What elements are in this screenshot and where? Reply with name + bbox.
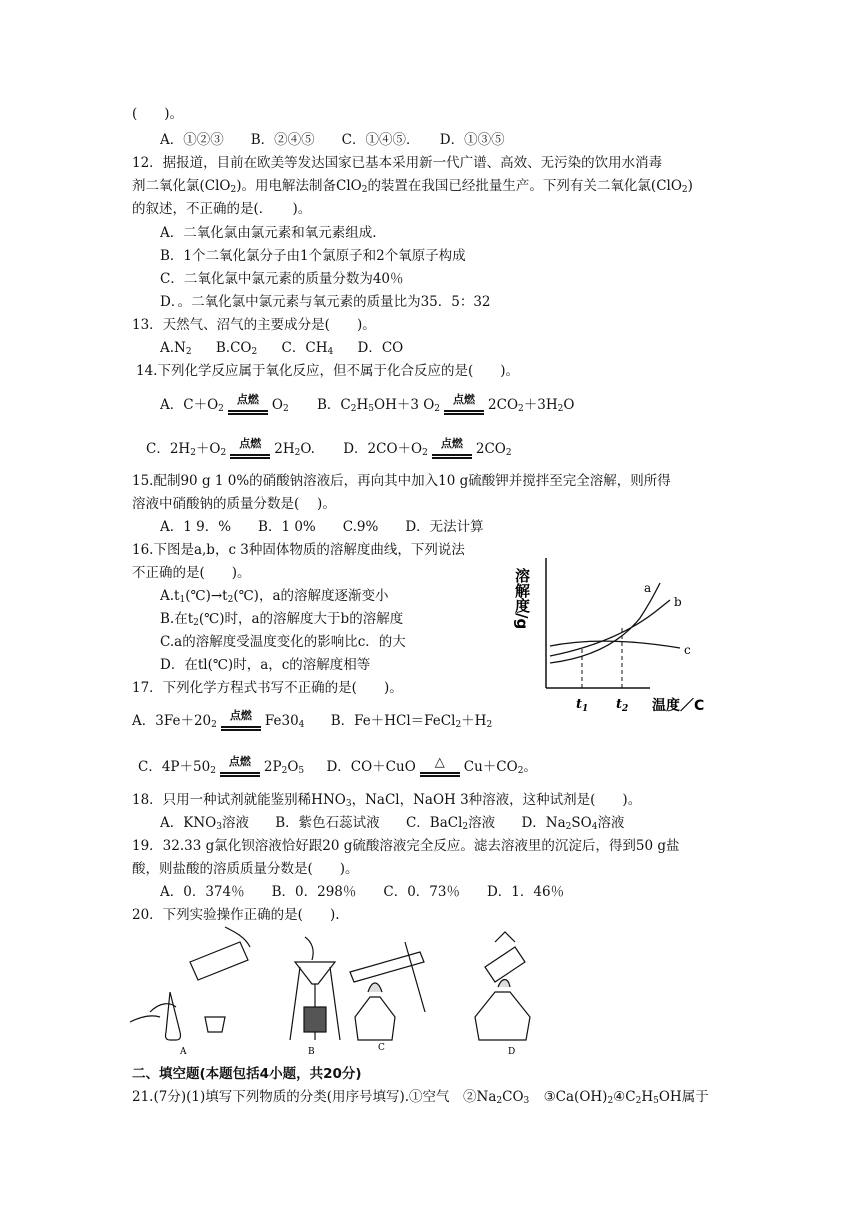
lab-operations-figure [130, 922, 550, 1062]
figure-label-b: B [308, 1047, 315, 1057]
q16-option-d: D．在tl(℃)时，a，c的溶解度相等 [160, 657, 371, 673]
curve-a [550, 583, 660, 663]
q16-line1: 16.下图是a,b，c 3种固体物质的溶解度曲线，下列说法 [132, 542, 465, 558]
q14-stem: 14.下列化学反应属于氧化反应，但不属于化合反应的是( )。 [136, 363, 520, 379]
ignite-condition: 点燃 [219, 716, 263, 734]
q15-line1: 15.配制90 g 1 0%的硝酸钠溶液后，再向其中加入10 g硫酸钾并搅拌至完全溶解，则所得 [132, 473, 671, 489]
q15-options: A．1 9．% B．1 0% C.9% D．无法计算 [160, 519, 484, 535]
tick-t2: $t_2$ [616, 697, 629, 714]
q18-stem: 18．只用一种试剂就能鉴别稀$HNO_3$，NaCl，NaOH 3种溶液，这种试剂是( )。 [132, 792, 642, 809]
x-axis-label: 温度／C [652, 698, 705, 714]
q15-line2: 溶液中硝酸钠的质量分数是( )。 [132, 496, 336, 512]
q19-options: A．0．374％ B．0．298％ C．0．73％ D．1．46％ [160, 884, 565, 900]
q19-line2: 酸，则盐酸的溶质质量分数是( )。 [132, 861, 359, 877]
curve-b [550, 600, 670, 656]
section-title: 二、填空题(本题包括4小题，共20分) [132, 1066, 362, 1082]
figure-c-heating-tube [350, 942, 425, 1040]
figure-d-alcohol-lamp [475, 932, 530, 1040]
ignite-condition: 点燃 [226, 400, 270, 418]
curve-c-label: c [684, 643, 691, 657]
q12-option-a: A．二氧化氯由氯元素和氧元素组成. [160, 225, 377, 241]
q14-option-a: A．$C+O_2$ 点燃 $O_2$ B．$C_2H_5OH+3$ $O_2$ 点燃 $2CO_2+3H_2O$ [160, 396, 574, 418]
q19-line1: 19．32.33 g氯化钡溶液恰好跟20 g硫酸溶液完全反应。滤去溶液里的沉淀后，得到50 g盐 [132, 838, 680, 854]
q16-option-b: B.在$t_2(℃)$时，a的溶解度大于b的溶解度 [160, 611, 404, 628]
q14-option-c: C．$2H_2+O_2$ 点燃 $2H_2O$. D．$2CO+O_2$ 点燃 $2CO_2$ [146, 440, 512, 462]
figure-b-filtering [290, 937, 340, 1040]
curve-c [550, 641, 680, 648]
q16-line2: 不正确的是( )。 [132, 565, 251, 581]
q21-line1: 21.(7分)(1)填写下列物质的分类(用序号填写).①空气 $②Na_2CO_3$ $③Ca(OH)_2④C_2H_5OH$属于 [132, 1089, 709, 1106]
prev-question-tail: ( )。 [132, 106, 184, 122]
q12-line1: 12．据报道，目前在欧美等发达国家已基本采用新一代广谱、高效、无污染的饮用水消毒 [132, 155, 663, 171]
q12-line3: 的叙述，不正确的是(． )。 [132, 201, 312, 217]
q20-stem: 20．下列实验操作正确的是( ). [132, 907, 340, 923]
q13-options: $A.N_2$ $B.CO_2$ C．$CH_4$ D．CO [160, 340, 404, 357]
q17-stem: 17．下列化学方程式书写不正确的是( )。 [132, 680, 403, 696]
q12-option-c: C．二氧化氯中氯元素的质量分数为40％ [160, 271, 404, 287]
y-axis-label: 溶解度/g [513, 568, 531, 630]
q13-stem: 13．天然气、沼气的主要成分是( )。 [132, 317, 376, 333]
ignite-condition: 点燃 [228, 444, 272, 462]
curve-a-label: a [644, 581, 652, 595]
q12-line2: 剂二氧化氯(ClO$_2$)。用电解法制备ClO$_2$的装置在我国已经批量生产。下列有关二氧化氯(ClO$_2$) [132, 178, 693, 195]
q12-option-d: D．。二氧化氯中氯元素与氧元素的质量比为35．5：32 [160, 294, 491, 310]
heat-condition: △ [418, 762, 462, 780]
figure-label-d: D [508, 1047, 516, 1057]
prev-question-options: A．①②③ B．②④⑤ C．①④⑤． D．①③⑤ [160, 132, 505, 148]
q18-options: A．$KNO_3$溶液 B．紫色石蕊试液 C．BaCl$_2$溶液 D．$Na_2SO_4$溶液 [160, 815, 625, 832]
ignite-condition: 点燃 [218, 762, 262, 780]
ignite-condition: 点燃 [442, 400, 486, 418]
q17-option-cd: C．$4P+50_2$ 点燃 $2P_2O_5$ D．CO＋CuO △ $Cu+CO_2$。 [138, 758, 537, 780]
q12-option-b: B．1个二氧化氯分子由1个氯原子和2个氧原子构成 [160, 248, 466, 264]
figure-label-a: A [180, 1047, 187, 1057]
q16-option-a: $A.t_1(℃)\to t_2(℃)$，a的溶解度逐渐变小 [160, 588, 389, 605]
ignite-condition: 点燃 [430, 444, 474, 462]
q17-option-ab: A．$3Fe+20_2$ 点燃 $Fe30_4$ B．$Fe+HCl=FeCl_2+H_2$ [132, 712, 492, 734]
solubility-chart [513, 548, 720, 718]
tick-t1: $t_1$ [576, 697, 589, 714]
curve-b-label: b [674, 595, 682, 609]
q16-option-c: C.a的溶解度受温度变化的影响比c．的大 [160, 634, 406, 650]
figure-a-pouring [130, 927, 250, 1040]
figure-label-c: C [378, 1043, 385, 1053]
